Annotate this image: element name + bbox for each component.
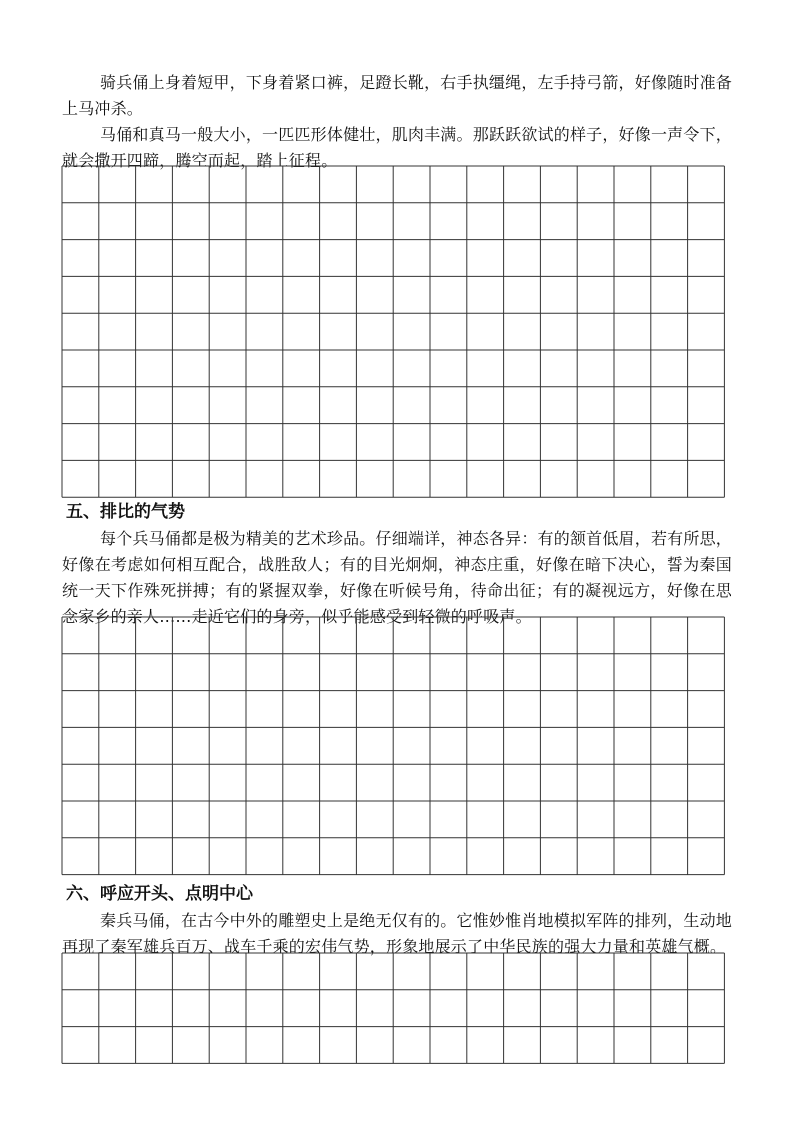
paragraph-parallelism: 每个兵马俑都是极为精美的艺术珍品。仔细端详，神态各异：有的颔首低眉，若有所思，好像在考虑如何相互配合，战胜敌人；有的目光炯炯，神态庄重，好像在暗下决心，誓为秦国统一天下作殊死拼搏；有的紧握双拳，好像在听候号角，待命出征；有的凝视远方，好像在思念家乡的亲人……走近它们的身旁，似乎能感受到轻微的呼吸声。 <box>62 529 732 626</box>
grid-lines <box>61 952 725 1064</box>
writing-grid-1[interactable] <box>61 165 725 498</box>
grid-lines <box>61 616 725 876</box>
paragraph-cavalry: 骑兵俑上身着短甲，下身着紧口裤，足蹬长靴，右手执缰绳，左手持弓箭，好像随时准备上马冲杀。 <box>62 73 732 118</box>
paragraph-conclusion: 秦兵马俑，在古今中外的雕塑史上是绝无仅有的。它惟妙惟肖地模拟军阵的排列，生动地再现了秦军雄兵百万、战车千乘的宏伟气势，形象地展示了中华民族的强大力量和英雄气概。 <box>62 911 732 956</box>
writing-grid-3[interactable] <box>61 952 725 1064</box>
paragraph-horse: 马俑和真马一般大小，一匹匹形体健壮，肌肉丰满。那跃跃欲试的样子，好像一声令下，就会撒开四蹄，腾空而起，踏上征程。 <box>62 125 732 170</box>
section-heading-conclusion: 六、呼应开头、点明中心 <box>66 884 253 904</box>
grid-lines <box>61 165 725 498</box>
section-heading-parallelism: 五、排比的气势 <box>66 502 185 522</box>
writing-grid-2[interactable] <box>61 616 725 876</box>
